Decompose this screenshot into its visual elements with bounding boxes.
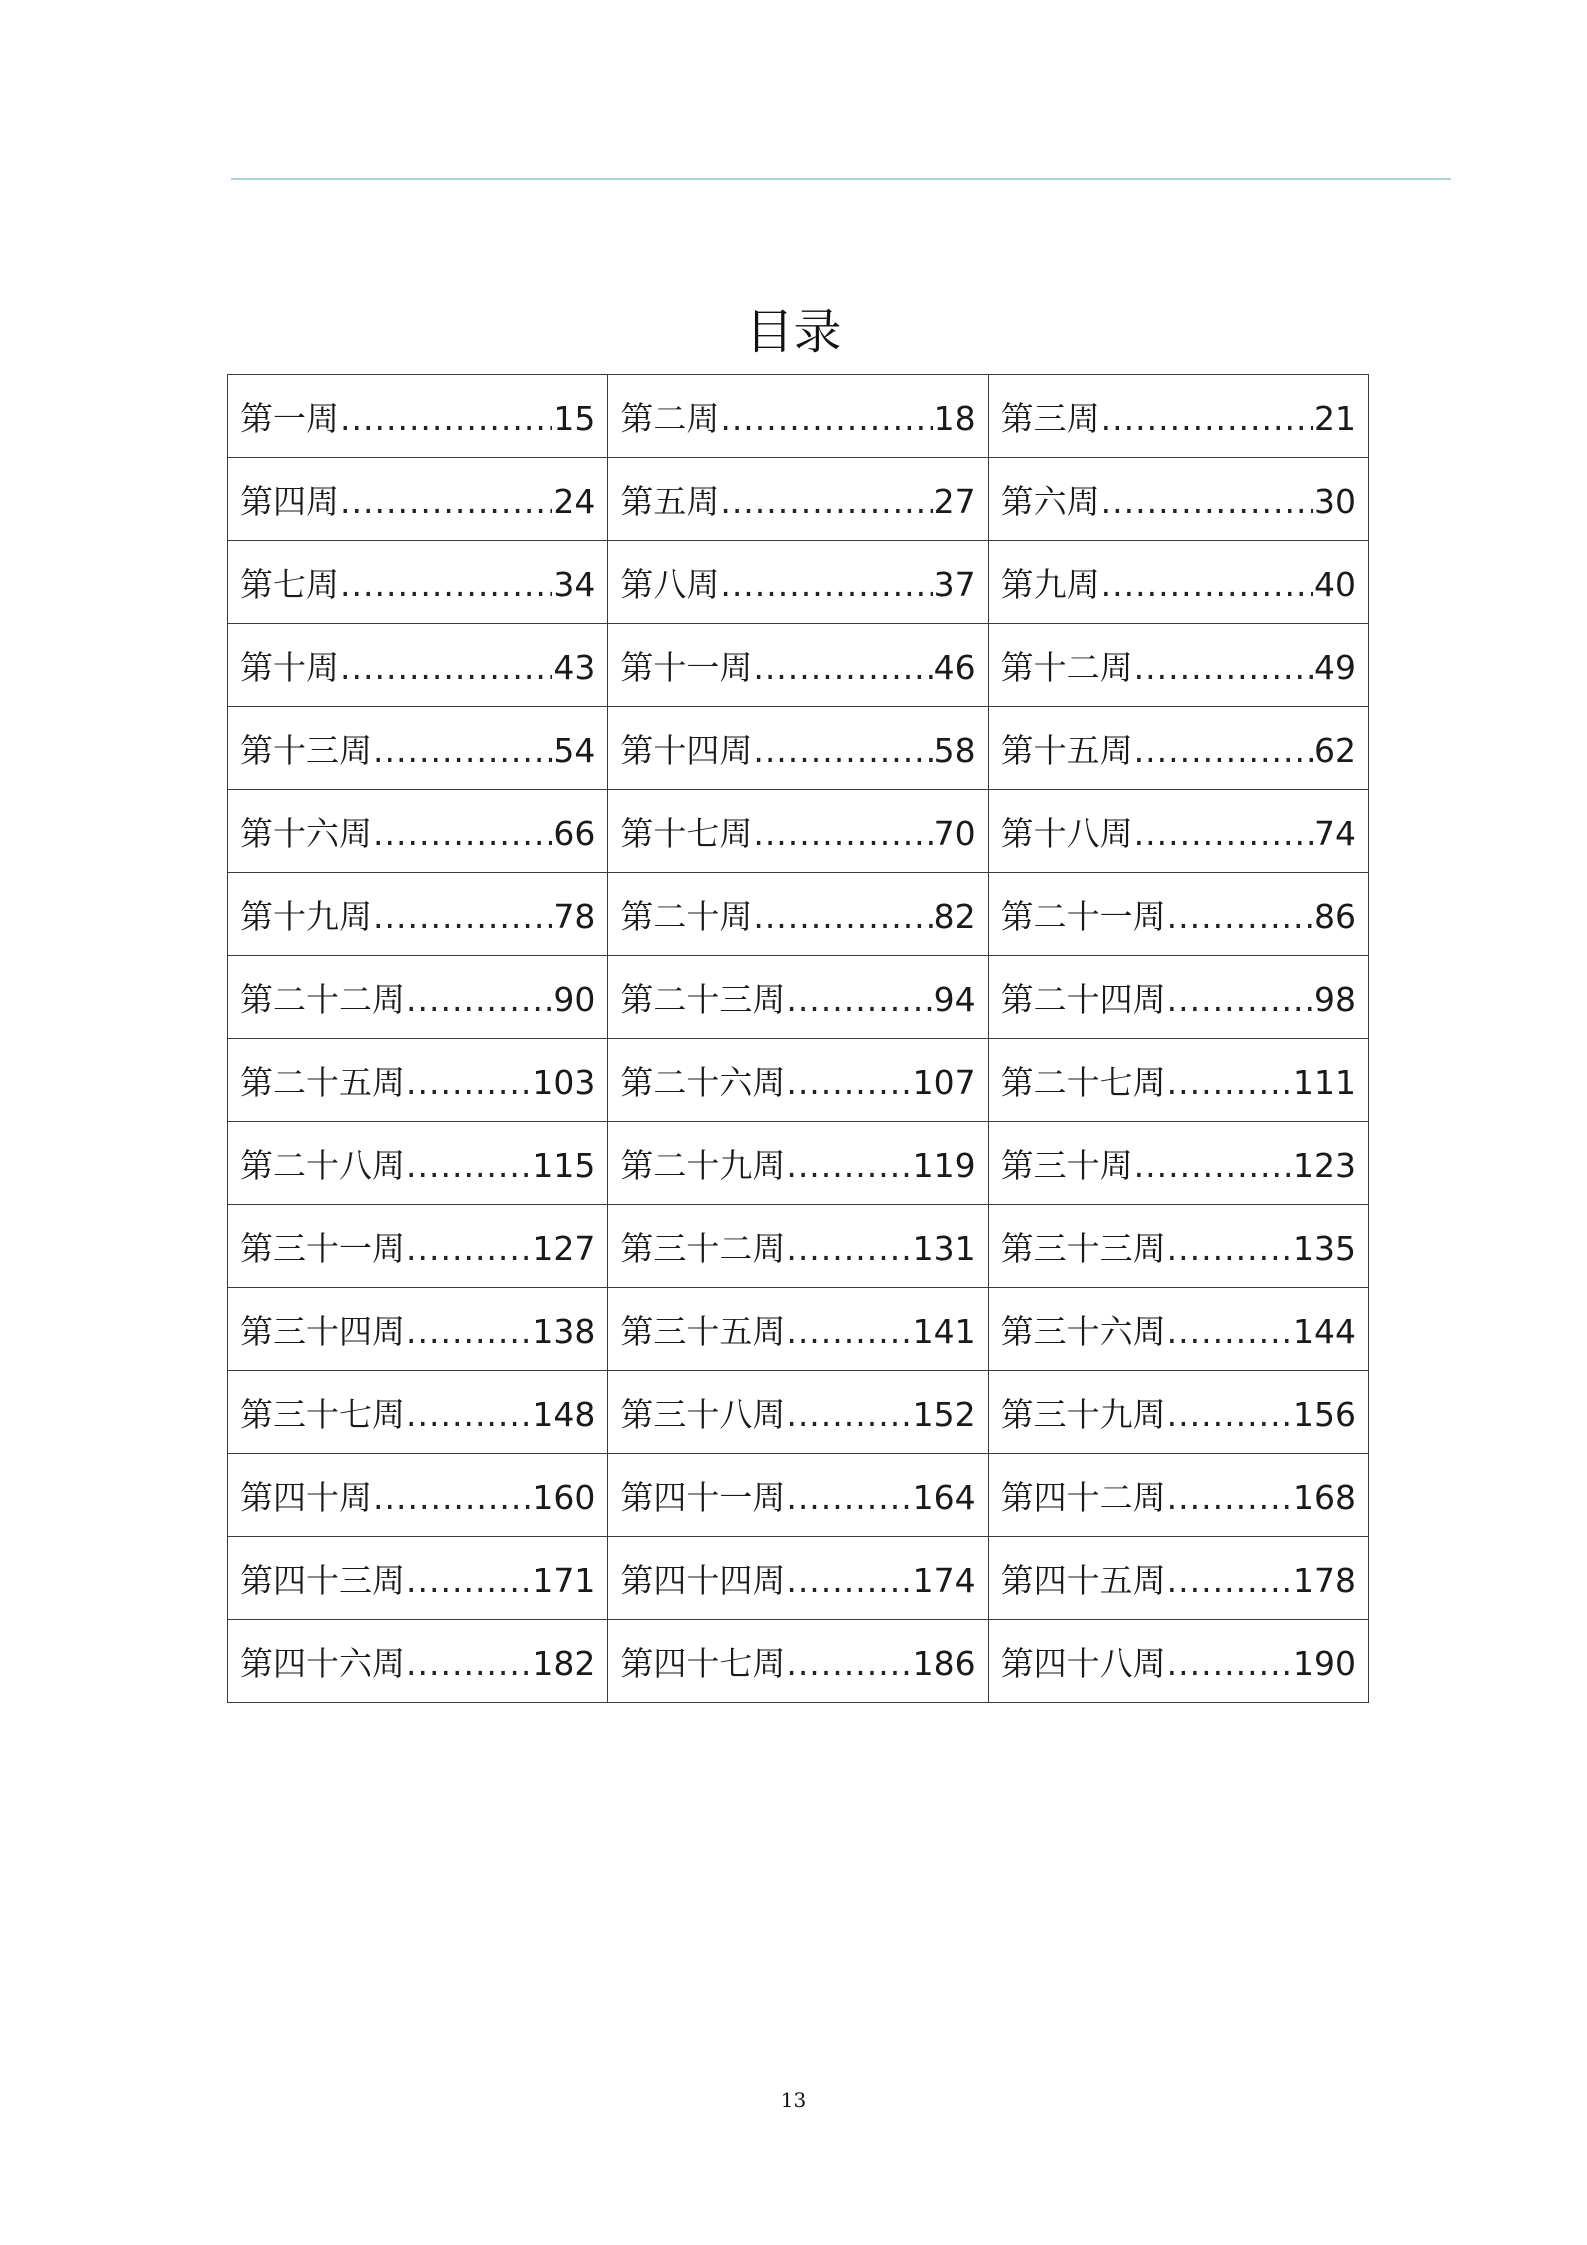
toc-entry-page: 90 — [553, 979, 596, 1019]
toc-leader-dots — [1167, 1478, 1292, 1517]
toc-entry[interactable] — [620, 725, 975, 772]
toc-leader-dots — [720, 399, 932, 438]
toc-entry-page: 111 — [1293, 1062, 1356, 1102]
toc-entry-page: 144 — [1293, 1311, 1356, 1351]
toc-entry-label: 第三十三周 — [1000, 1228, 1166, 1268]
toc-entry-page: 74 — [1314, 813, 1356, 853]
toc-entry-label: 第四十一周 — [620, 1477, 786, 1517]
toc-leader-dots — [373, 897, 552, 936]
toc-leader-dots — [786, 1644, 911, 1683]
toc-entry[interactable] — [620, 476, 975, 523]
toc-leader-dots — [406, 1395, 531, 1434]
toc-entry-page: 148 — [532, 1394, 596, 1434]
toc-entry-label: 第二周 — [620, 398, 720, 438]
toc-entry-label: 第四十四周 — [620, 1560, 786, 1600]
toc-row — [228, 707, 1369, 790]
toc-entry[interactable] — [620, 393, 975, 440]
toc-entry-label: 第三十六周 — [1000, 1311, 1166, 1351]
toc-entry-label: 第十三周 — [240, 730, 372, 770]
toc-entry[interactable] — [620, 1389, 975, 1436]
toc-cell — [608, 1620, 988, 1703]
toc-entry-label: 第四周 — [240, 481, 339, 521]
toc-entry-page: 86 — [1314, 896, 1356, 936]
toc-entry-page: 94 — [933, 979, 976, 1019]
toc-leader-dots — [720, 482, 932, 521]
toc-leader-dots — [340, 482, 552, 521]
toc-cell — [608, 1122, 988, 1205]
toc-leader-dots — [753, 648, 932, 687]
toc-entry[interactable] — [240, 1223, 595, 1270]
toc-entry-label: 第三十二周 — [620, 1228, 786, 1268]
toc-leader-dots — [1134, 1146, 1292, 1185]
toc-entry-page: 24 — [553, 481, 596, 521]
toc-leader-dots — [786, 1395, 911, 1434]
toc-entry-page: 66 — [553, 813, 596, 853]
toc-entry-label: 第二十八周 — [240, 1145, 405, 1185]
toc-cell — [608, 1288, 988, 1371]
toc-cell — [228, 1620, 608, 1703]
toc-cell — [608, 624, 988, 707]
toc-cell — [988, 1039, 1368, 1122]
toc-entry-page: 98 — [1314, 979, 1356, 1019]
toc-entry[interactable] — [1001, 1472, 1356, 1519]
toc-entry-page: 34 — [553, 564, 596, 604]
toc-entry-label: 第三十九周 — [1000, 1394, 1166, 1434]
toc-cell — [988, 1122, 1368, 1205]
toc-cell — [988, 873, 1368, 956]
toc-entry-label: 第三十一周 — [240, 1228, 405, 1268]
toc-entry[interactable] — [1001, 1140, 1356, 1187]
toc-entry[interactable] — [240, 1389, 595, 1436]
toc-cell — [228, 458, 608, 541]
toc-entry[interactable] — [240, 642, 595, 689]
toc-cell — [228, 1537, 608, 1620]
toc-entry[interactable] — [1001, 476, 1356, 523]
toc-entry-label: 第二十四周 — [1000, 979, 1166, 1019]
toc-entry[interactable] — [620, 642, 975, 689]
toc-cell — [608, 707, 988, 790]
toc-entry[interactable] — [240, 393, 595, 440]
toc-entry[interactable] — [240, 891, 595, 938]
toc-entry-page: 141 — [912, 1311, 976, 1351]
toc-entry-label: 第四十五周 — [1000, 1560, 1166, 1600]
toc-entry-label: 第十周 — [240, 647, 339, 687]
toc-leader-dots — [1167, 1395, 1292, 1434]
toc-cell — [228, 624, 608, 707]
toc-entry-label: 第十八周 — [1000, 813, 1133, 853]
toc-cell — [988, 1371, 1368, 1454]
toc-row — [228, 1122, 1369, 1205]
toc-entry-label: 第八周 — [620, 564, 720, 604]
toc-entry-page: 70 — [933, 813, 976, 853]
toc-cell — [228, 375, 608, 458]
toc-leader-dots — [406, 1063, 531, 1102]
toc-entry[interactable] — [240, 1057, 595, 1104]
toc-entry-page: 30 — [1314, 481, 1356, 521]
toc-entry[interactable] — [1001, 1555, 1356, 1602]
toc-leader-dots — [1101, 399, 1313, 438]
toc-row — [228, 956, 1369, 1039]
toc-cell — [988, 375, 1368, 458]
toc-cell — [228, 1039, 608, 1122]
toc-entry[interactable] — [1001, 393, 1356, 440]
toc-entry-label: 第四十二周 — [1000, 1477, 1166, 1517]
toc-entry[interactable] — [240, 476, 595, 523]
toc-cell — [608, 873, 988, 956]
toc-entry-label: 第二十七周 — [1000, 1062, 1166, 1102]
toc-entry-page: 168 — [1293, 1477, 1356, 1517]
toc-entry-page: 21 — [1314, 398, 1356, 438]
toc-entry-page: 58 — [933, 730, 976, 770]
toc-leader-dots — [1167, 1063, 1292, 1102]
toc-leader-dots — [1167, 1229, 1292, 1268]
toc-entry-label: 第三周 — [1000, 398, 1100, 438]
toc-entry-page: 127 — [532, 1228, 596, 1268]
toc-entry-label: 第十七周 — [620, 813, 753, 853]
toc-cell — [228, 1454, 608, 1537]
toc-row — [228, 1205, 1369, 1288]
toc-leader-dots — [1101, 482, 1313, 521]
toc-cell — [228, 956, 608, 1039]
toc-entry[interactable] — [240, 1555, 595, 1602]
toc-entry-label: 第二十三周 — [620, 979, 786, 1019]
toc-row — [228, 1371, 1369, 1454]
toc-leader-dots — [786, 1229, 911, 1268]
toc-cell — [608, 1371, 988, 1454]
toc-entry[interactable] — [620, 1306, 975, 1353]
toc-leader-dots — [786, 1478, 911, 1517]
toc-leader-dots — [1134, 731, 1313, 770]
toc-leader-dots — [406, 1229, 531, 1268]
toc-leader-dots — [753, 731, 932, 770]
toc-cell — [608, 956, 988, 1039]
toc-entry[interactable] — [620, 1638, 975, 1685]
toc-entry[interactable] — [620, 559, 975, 606]
toc-entry-label: 第四十七周 — [620, 1643, 786, 1683]
toc-cell — [608, 790, 988, 873]
toc-entry-label: 第十六周 — [240, 813, 372, 853]
toc-entry-page: 171 — [532, 1560, 596, 1600]
toc-entry-label: 第十一周 — [620, 647, 753, 687]
toc-entry-label: 第三十四周 — [240, 1311, 405, 1351]
toc-leader-dots — [786, 1561, 911, 1600]
page-number: 13 — [780, 2088, 807, 2112]
toc-entry[interactable] — [620, 891, 975, 938]
toc-entry-label: 第十五周 — [1000, 730, 1133, 770]
toc-entry-page: 156 — [1293, 1394, 1356, 1434]
toc-entry-page: 15 — [553, 398, 596, 438]
toc-leader-dots — [1167, 1312, 1292, 1351]
toc-cell — [608, 1205, 988, 1288]
toc-cell — [988, 1620, 1368, 1703]
toc-entry[interactable] — [620, 1140, 975, 1187]
toc-entry[interactable] — [620, 1223, 975, 1270]
toc-entry-label: 第三十周 — [1000, 1145, 1133, 1185]
toc-leader-dots — [340, 565, 552, 604]
toc-entry[interactable] — [1001, 559, 1356, 606]
toc-row — [228, 873, 1369, 956]
toc-entry-page: 18 — [933, 398, 976, 438]
toc-cell — [228, 873, 608, 956]
toc-cell — [988, 790, 1368, 873]
toc-leader-dots — [340, 648, 552, 687]
toc-leader-dots — [1101, 565, 1313, 604]
toc-entry[interactable] — [1001, 1389, 1356, 1436]
toc-entry[interactable] — [1001, 891, 1356, 938]
toc-entry-page: 152 — [912, 1394, 976, 1434]
toc-leader-dots — [406, 1561, 531, 1600]
page-title: 目录 — [745, 304, 842, 360]
toc-leader-dots — [1167, 1561, 1292, 1600]
toc-entry[interactable] — [620, 808, 975, 855]
toc-entry-page: 54 — [553, 730, 596, 770]
toc-entry[interactable] — [240, 725, 595, 772]
toc-leader-dots — [786, 1312, 911, 1351]
toc-entry[interactable] — [240, 1472, 595, 1519]
toc-entry-label: 第三十五周 — [620, 1311, 786, 1351]
toc-entry[interactable] — [620, 974, 975, 1021]
toc-table — [227, 374, 1369, 1703]
toc-cell — [608, 1537, 988, 1620]
toc-leader-dots — [786, 1063, 911, 1102]
toc-leader-dots — [1167, 897, 1313, 936]
toc-entry-label: 第二十六周 — [620, 1062, 786, 1102]
toc-entry-label: 第七周 — [240, 564, 339, 604]
toc-entry-page: 186 — [912, 1643, 976, 1683]
toc-cell — [988, 1205, 1368, 1288]
toc-cell — [988, 541, 1368, 624]
toc-entry-label: 第二十周 — [620, 896, 753, 936]
toc-entry-label: 第十四周 — [620, 730, 753, 770]
toc-entry-label: 第三十七周 — [240, 1394, 405, 1434]
toc-leader-dots — [406, 1312, 531, 1351]
toc-row — [228, 541, 1369, 624]
toc-leader-dots — [753, 814, 932, 853]
toc-entry-page: 103 — [532, 1062, 596, 1102]
toc-entry[interactable] — [620, 1555, 975, 1602]
toc-entry-page: 49 — [1314, 647, 1356, 687]
toc-entry-label: 第三十八周 — [620, 1394, 786, 1434]
toc-entry-page: 160 — [532, 1477, 596, 1517]
toc-cell — [608, 1039, 988, 1122]
toc-cell — [228, 541, 608, 624]
toc-cell — [988, 1537, 1368, 1620]
toc-leader-dots — [786, 980, 932, 1019]
toc-entry-page: 119 — [912, 1145, 976, 1185]
toc-entry-label: 第四十周 — [240, 1477, 372, 1517]
toc-entry-label: 第四十八周 — [1000, 1643, 1166, 1683]
toc-cell — [228, 1371, 608, 1454]
toc-cell — [988, 624, 1368, 707]
header-rule — [231, 178, 1451, 180]
toc-entry-label: 第二十二周 — [240, 979, 405, 1019]
toc-entry-page: 27 — [933, 481, 976, 521]
toc-cell — [228, 1288, 608, 1371]
toc-entry-page: 138 — [532, 1311, 596, 1351]
toc-entry-page: 82 — [933, 896, 976, 936]
toc-entry-page: 78 — [553, 896, 596, 936]
toc-cell — [228, 707, 608, 790]
toc-leader-dots — [340, 399, 552, 438]
toc-entry-page: 164 — [912, 1477, 976, 1517]
toc-entry[interactable] — [240, 1140, 595, 1187]
toc-entry-label: 第四十六周 — [240, 1643, 405, 1683]
toc-entry-page: 182 — [532, 1643, 596, 1683]
toc-entry-page: 115 — [532, 1145, 596, 1185]
toc-cell — [608, 541, 988, 624]
toc-row — [228, 375, 1369, 458]
toc-leader-dots — [1167, 980, 1313, 1019]
toc-entry-page: 174 — [912, 1560, 976, 1600]
toc-row — [228, 624, 1369, 707]
toc-leader-dots — [720, 565, 932, 604]
toc-entry[interactable] — [240, 1306, 595, 1353]
toc-entry-page: 107 — [912, 1062, 976, 1102]
toc-leader-dots — [406, 1146, 531, 1185]
toc-leader-dots — [1134, 648, 1313, 687]
toc-leader-dots — [373, 814, 552, 853]
toc-row — [228, 458, 1369, 541]
toc-cell — [608, 375, 988, 458]
toc-leader-dots — [786, 1146, 911, 1185]
toc-entry-page: 43 — [553, 647, 596, 687]
toc-cell — [988, 956, 1368, 1039]
toc-cell — [228, 790, 608, 873]
toc-leader-dots — [373, 1478, 531, 1517]
toc-entry[interactable] — [620, 1057, 975, 1104]
toc-entry-label: 第二十九周 — [620, 1145, 786, 1185]
toc-row — [228, 790, 1369, 873]
toc-entry-label: 第二十五周 — [240, 1062, 405, 1102]
toc-body — [228, 375, 1369, 1703]
toc-entry-page: 190 — [1293, 1643, 1356, 1683]
toc-entry-label: 第四十三周 — [240, 1560, 405, 1600]
toc-entry[interactable] — [240, 1638, 595, 1685]
toc-entry[interactable] — [1001, 974, 1356, 1021]
toc-entry-page: 131 — [912, 1228, 976, 1268]
toc-entry-page: 46 — [933, 647, 976, 687]
toc-entry-page: 40 — [1314, 564, 1356, 604]
toc-entry-label: 第一周 — [240, 398, 339, 438]
toc-cell — [228, 1122, 608, 1205]
toc-entry-label: 第五周 — [620, 481, 720, 521]
toc-row — [228, 1620, 1369, 1703]
toc-entry[interactable] — [1001, 1057, 1356, 1104]
toc-entry[interactable] — [240, 559, 595, 606]
toc-entry-page: 62 — [1314, 730, 1356, 770]
toc-entry-page: 123 — [1293, 1145, 1356, 1185]
toc-entry[interactable] — [240, 974, 595, 1021]
toc-cell — [608, 458, 988, 541]
toc-entry[interactable] — [1001, 725, 1356, 772]
toc-entry[interactable] — [1001, 642, 1356, 689]
toc-entry-label: 第十九周 — [240, 896, 372, 936]
toc-leader-dots — [753, 897, 932, 936]
toc-entry-page: 135 — [1293, 1228, 1356, 1268]
toc-row — [228, 1537, 1369, 1620]
toc-leader-dots — [406, 1644, 531, 1683]
toc-entry-label: 第十二周 — [1000, 647, 1133, 687]
toc-entry[interactable] — [1001, 1306, 1356, 1353]
toc-entry[interactable] — [240, 808, 595, 855]
toc-leader-dots — [1167, 1644, 1292, 1683]
toc-cell — [988, 707, 1368, 790]
toc-leader-dots — [373, 731, 552, 770]
toc-entry[interactable] — [1001, 1223, 1356, 1270]
toc-entry[interactable] — [620, 1472, 975, 1519]
toc-entry-page: 178 — [1293, 1560, 1356, 1600]
toc-entry-label: 第二十一周 — [1000, 896, 1166, 936]
toc-cell — [988, 1288, 1368, 1371]
toc-entry[interactable] — [1001, 1638, 1356, 1685]
toc-leader-dots — [1134, 814, 1313, 853]
toc-cell — [988, 458, 1368, 541]
toc-cell — [608, 1454, 988, 1537]
toc-entry-page: 37 — [933, 564, 976, 604]
toc-row — [228, 1039, 1369, 1122]
toc-entry-label: 第六周 — [1000, 481, 1100, 521]
toc-row — [228, 1288, 1369, 1371]
toc-cell — [228, 1205, 608, 1288]
toc-leader-dots — [406, 980, 552, 1019]
toc-row — [228, 1454, 1369, 1537]
toc-entry[interactable] — [1001, 808, 1356, 855]
toc-entry-label: 第九周 — [1000, 564, 1100, 604]
toc-cell — [988, 1454, 1368, 1537]
